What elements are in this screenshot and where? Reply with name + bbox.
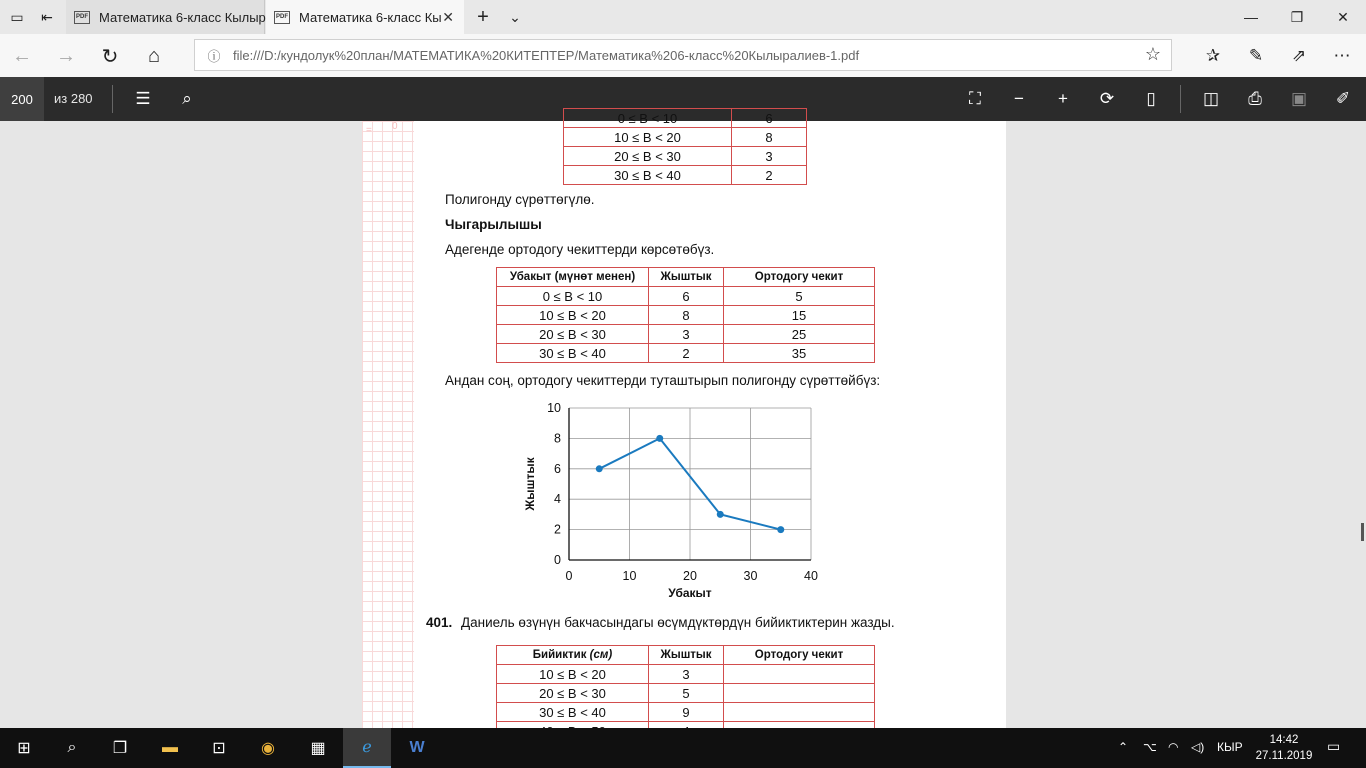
clock-date: 27.11.2019	[1255, 750, 1313, 762]
table-cell: 20 ≤ В < 30	[564, 147, 732, 166]
favorites-icon[interactable]: ✰	[1205, 46, 1221, 65]
clock-time: 14:42	[1269, 734, 1299, 746]
restore-button[interactable]: ❐	[1290, 8, 1304, 25]
column-header-unit: (см)	[589, 649, 613, 661]
x-axis-label: Убакыт	[668, 586, 712, 600]
table-cell: 5	[724, 287, 875, 306]
table-cell: 0 ≤ В < 10	[497, 287, 649, 306]
file-explorer-icon[interactable]: ▬	[162, 739, 178, 756]
document-viewport[interactable]	[0, 110, 1366, 728]
tab-actions-icon[interactable]: ▭	[10, 8, 24, 25]
table-cell: 3	[649, 665, 724, 684]
table-row	[497, 306, 875, 325]
table-cell: 6	[732, 109, 807, 128]
table-cell: 10 ≤ В < 20	[497, 665, 649, 684]
fit-page-icon[interactable]: ⛶	[969, 89, 981, 108]
table-cell: 8	[732, 128, 807, 147]
contents-icon[interactable]: ☰	[135, 89, 151, 108]
address-bar[interactable]	[194, 39, 1172, 71]
refresh-icon[interactable]: ↻	[101, 45, 119, 68]
word-icon[interactable]: W	[409, 739, 425, 756]
table-row	[497, 703, 875, 722]
y-tick-label: 10	[547, 401, 561, 415]
table-row	[497, 665, 875, 684]
notifications-icon[interactable]: ▭	[1327, 738, 1341, 754]
table-row	[564, 147, 807, 166]
x-tick-label: 20	[683, 569, 697, 583]
y-tick-label: 4	[554, 492, 561, 507]
zoom-in-icon[interactable]: +	[1058, 89, 1068, 108]
table-row	[564, 109, 807, 128]
rotate-icon[interactable]: ⟳	[1099, 89, 1115, 108]
table-cell: 20 ≤ В < 30	[497, 684, 649, 703]
wifi-icon[interactable]: ◠	[1168, 740, 1179, 754]
windows-start-icon[interactable]: ⊞	[17, 740, 31, 757]
back-icon[interactable]: ←	[12, 44, 32, 67]
table-cell	[724, 665, 875, 684]
home-icon[interactable]: ⌂	[147, 44, 161, 67]
table-row	[564, 166, 807, 185]
minimize-button[interactable]: —	[1244, 9, 1258, 25]
task-view-icon[interactable]: ❐	[112, 740, 128, 757]
tab-preview-chevron-icon[interactable]: ⌄	[509, 8, 521, 25]
table-cell: 6	[649, 287, 724, 306]
table-row	[564, 128, 807, 147]
table-cell: 3	[649, 325, 724, 344]
favorite-star-icon[interactable]: ☆	[1144, 44, 1161, 64]
more-icon[interactable]: ⋯	[1333, 46, 1351, 65]
column-header-text: Бийиктик	[532, 649, 587, 661]
close-window-button[interactable]: ✕	[1337, 8, 1349, 25]
table-cell: 10 ≤ В < 20	[497, 306, 649, 325]
page-layout-icon[interactable]: ▯	[1146, 89, 1156, 108]
table-row	[497, 344, 875, 363]
x-tick-label: 0	[565, 569, 573, 583]
height-table	[496, 645, 875, 741]
y-tick-label: 0	[554, 553, 561, 567]
table-cell: 30 ≤ В < 40	[497, 703, 649, 722]
table-cell: 20 ≤ В < 30	[497, 325, 649, 344]
close-tab-icon[interactable]: ✕	[442, 9, 454, 25]
navigation-bar	[0, 34, 1366, 77]
grid-margin	[362, 121, 414, 728]
divider	[112, 85, 113, 113]
column-header: Ортодогу чекит	[724, 268, 875, 287]
share-icon[interactable]: ⇗	[1291, 46, 1307, 65]
search-icon[interactable]: ⌕	[182, 89, 192, 108]
pdf-icon: PDF	[74, 11, 90, 24]
web-note-icon[interactable]: ✎	[1248, 46, 1264, 65]
y-tick-label: 2	[554, 522, 561, 537]
save-icon[interactable]: ▣	[1290, 89, 1308, 108]
table-cell: 30 ≤ В < 40	[564, 166, 732, 185]
clock[interactable]	[1254, 732, 1314, 764]
chrome-icon[interactable]: ◉	[261, 740, 275, 757]
tab-2[interactable]	[266, 0, 464, 34]
solution-heading: Чыгарылышы	[445, 217, 542, 232]
data-point	[656, 435, 663, 442]
column-header: Ортодогу чекит	[724, 646, 875, 665]
table-cell: 5	[649, 684, 724, 703]
tab-1[interactable]	[66, 0, 265, 34]
table-cell: 2	[649, 344, 724, 363]
frequency-polygon-chart	[522, 399, 832, 605]
table-header-row	[497, 646, 875, 665]
set-aside-tabs-icon[interactable]: ⇤	[41, 8, 53, 25]
edge-icon[interactable]: ℯ	[343, 728, 391, 768]
column-header: Жыштык	[649, 646, 724, 665]
x-tick-label: 30	[743, 569, 758, 583]
taskbar	[0, 728, 1366, 768]
language-indicator[interactable]: КЫР	[1217, 740, 1243, 754]
midpoint-table	[496, 267, 875, 363]
info-icon[interactable]: ⓘ	[207, 48, 221, 64]
save-as-icon[interactable]: ✐	[1335, 89, 1351, 108]
table-cell: 9	[649, 703, 724, 722]
forward-icon[interactable]: →	[56, 44, 76, 67]
title-bar	[0, 0, 1366, 34]
column-header	[497, 646, 649, 665]
table-cell: 15	[724, 306, 875, 325]
table-row	[497, 287, 875, 306]
zoom-out-icon[interactable]: −	[1014, 89, 1024, 108]
table-cell: 8	[649, 306, 724, 325]
paragraph-polygon: Полигонду сүрөттөгүлө.	[445, 192, 595, 207]
page-total: из 280	[54, 91, 93, 106]
y-axis-label: Жыштык	[523, 457, 537, 511]
network-icon[interactable]: ⌥	[1143, 740, 1157, 754]
page-number-input[interactable]: 200	[0, 77, 44, 121]
search-icon[interactable]: ⌕	[67, 739, 77, 756]
x-tick-label: 40	[804, 569, 818, 583]
pdf-page	[362, 110, 1006, 728]
pdf-icon: PDF	[274, 11, 290, 24]
tab-1-title: Математика 6-класс Кылыр	[99, 9, 266, 25]
data-point	[777, 526, 784, 533]
grid-digit: 0	[392, 121, 398, 132]
scrollbar-thumb[interactable]	[1361, 523, 1364, 541]
table-row	[497, 325, 875, 344]
x-tick-label: 10	[622, 569, 637, 583]
paragraph-then: Андан соң, ортодогу чекиттерди туташтырып полигонду сүрөттөйбүз:	[445, 373, 881, 388]
url-text: file:///D:/кундолук%20план/МАТЕМАТИКА%20КИТЕПТЕР/Математика%206-класс%20Кылыралиев-1.pdf	[233, 47, 860, 63]
store-icon[interactable]: ⊡	[212, 740, 226, 757]
new-tab-icon[interactable]: +	[477, 5, 489, 28]
task-text: Даниель өзүнүн бакчасындагы өсүмдүктөрдүн бийиктиктерин жазды.	[461, 615, 895, 630]
table-cell: 3	[732, 147, 807, 166]
table-cell: 2	[732, 166, 807, 185]
table-cell: 30 ≤ В < 40	[497, 344, 649, 363]
frequency-table-top	[563, 108, 807, 185]
table-cell: 0 ≤ В < 10	[564, 109, 732, 128]
y-tick-label: 8	[554, 431, 561, 446]
show-hidden-icons-icon[interactable]: ⌃	[1118, 740, 1129, 754]
divider	[1180, 85, 1181, 113]
table-cell: 35	[724, 344, 875, 363]
y-tick-label: 6	[554, 461, 561, 476]
volume-icon[interactable]: ◁)	[1191, 740, 1205, 754]
tab-2-title: Математика 6-класс Кы	[299, 9, 442, 25]
table-cell: 10 ≤ В < 20	[564, 128, 732, 147]
table-row	[497, 684, 875, 703]
table-cell	[724, 703, 875, 722]
read-aloud-icon[interactable]: ◫	[1202, 89, 1220, 108]
table-header-row	[497, 268, 875, 287]
task-number: 401.	[426, 615, 453, 630]
paragraph-first: Адегенде ортодогу чекиттерди көрсөтөбүз.	[445, 242, 715, 257]
data-point	[596, 465, 603, 472]
grid-digit: =	[366, 125, 372, 136]
table-cell	[724, 684, 875, 703]
column-header: Жыштык	[649, 268, 724, 287]
data-point	[717, 511, 724, 518]
table-cell: 25	[724, 325, 875, 344]
print-icon[interactable]: ⎙	[1248, 89, 1262, 108]
calculator-icon[interactable]: ▦	[310, 740, 326, 757]
column-header: Убакыт (мүнөт менен)	[497, 268, 649, 287]
